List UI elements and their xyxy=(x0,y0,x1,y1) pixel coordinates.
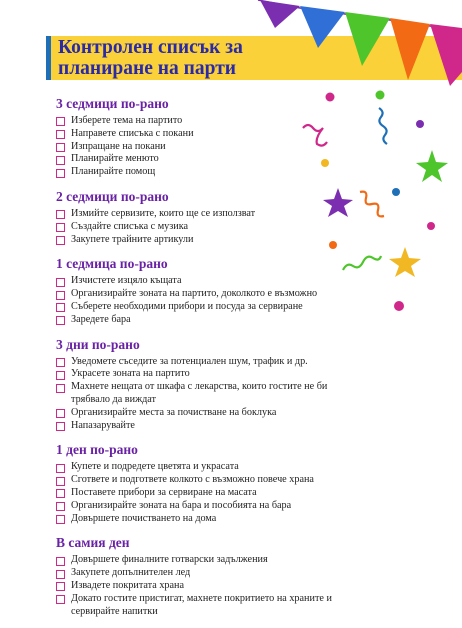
checkbox[interactable] xyxy=(56,303,65,312)
task-item xyxy=(56,208,356,221)
task-item xyxy=(56,461,356,474)
checkbox[interactable] xyxy=(56,143,65,152)
task-item xyxy=(56,141,356,154)
confetti-star xyxy=(416,150,448,182)
section-3-days xyxy=(56,337,356,433)
task-item xyxy=(56,420,356,433)
confetti-star xyxy=(389,247,421,277)
task-label: Организирайте зоната на бара и пособията на бара xyxy=(71,499,292,511)
task-label: Поставете прибори за сервиране на масата xyxy=(71,486,257,498)
checkbox[interactable] xyxy=(56,236,65,245)
task-item xyxy=(56,381,356,407)
task-list xyxy=(56,275,356,326)
confetti-dot xyxy=(392,188,400,196)
checkbox[interactable] xyxy=(56,489,65,498)
confetti-dot xyxy=(394,301,404,311)
checkbox[interactable] xyxy=(56,384,65,393)
bunting-string xyxy=(258,0,462,30)
section-2-weeks xyxy=(56,189,356,246)
task-label: Довършете финалните готварски задължения xyxy=(71,554,268,566)
task-label: Сгответе и подгответе колкото с възможно повече храна xyxy=(71,474,314,486)
title-accent-bar xyxy=(46,36,51,80)
task-list xyxy=(56,208,356,246)
streamer-ribbon xyxy=(379,108,387,144)
confetti-dot xyxy=(376,91,385,100)
confetti-dot xyxy=(416,120,424,128)
task-label: Заредете бара xyxy=(71,313,131,325)
task-label: Напазарувайте xyxy=(71,419,135,431)
task-item xyxy=(56,580,356,593)
checkbox[interactable] xyxy=(56,477,65,486)
task-label: Уведомете съседите за потенциален шум, трафик и др. xyxy=(71,355,308,367)
section-heading: 1 седмица по-рано xyxy=(56,256,168,272)
section-heading: 3 седмици по-рано xyxy=(56,96,169,111)
task-item xyxy=(56,288,356,301)
checklist xyxy=(56,96,356,628)
task-label: Довършете почистването на дома xyxy=(71,512,217,524)
task-label: Махнете нещата от шкафа с лекарства, които гостите не би трябвало да виждат xyxy=(71,381,328,405)
task-label: Изчистете изцяло къщата xyxy=(71,275,182,287)
task-item xyxy=(56,487,356,500)
task-item xyxy=(56,500,356,513)
checkbox[interactable] xyxy=(56,278,65,287)
task-label: Изберете тема на партито xyxy=(71,115,183,126)
checkbox[interactable] xyxy=(56,316,65,325)
section-heading: 1 ден по-рано xyxy=(56,442,138,458)
streamer-ribbon xyxy=(360,192,384,217)
task-item xyxy=(56,513,356,526)
checkbox[interactable] xyxy=(56,358,65,367)
checkbox[interactable] xyxy=(56,371,65,380)
bunting-flag-purple xyxy=(260,0,300,28)
task-item xyxy=(56,593,356,619)
task-item xyxy=(56,221,356,234)
checkbox[interactable] xyxy=(56,291,65,300)
section-same-day xyxy=(56,535,356,618)
task-item xyxy=(56,314,356,327)
task-label: Украсете зоната на партито xyxy=(71,368,190,380)
task-list xyxy=(56,115,356,179)
task-label: Купете и подредете цветята и украсата xyxy=(71,461,239,473)
section-3-weeks xyxy=(56,96,356,179)
task-label: Организирайте места за почистване на боклука xyxy=(71,406,277,418)
task-label: Планирайте менюто xyxy=(71,153,159,165)
task-label: Извадете покритата храна xyxy=(71,579,185,591)
checkbox[interactable] xyxy=(56,557,65,566)
task-label: Закупете трайните артикули xyxy=(71,233,194,245)
task-item xyxy=(56,128,356,141)
checkbox[interactable] xyxy=(56,223,65,232)
task-item xyxy=(56,301,356,314)
task-item xyxy=(56,153,356,166)
page-title: Контролен списък за планиране на парти xyxy=(58,37,243,79)
task-item xyxy=(56,554,356,567)
task-list xyxy=(56,554,356,618)
checkbox[interactable] xyxy=(56,502,65,511)
task-label: Създайте списъка с музика xyxy=(71,220,189,232)
task-label: Докато гостите пристигат, махнете покритието на храните и сервирайте напитки xyxy=(71,592,332,617)
checkbox[interactable] xyxy=(56,169,65,178)
task-item xyxy=(56,356,356,369)
checkbox[interactable] xyxy=(56,515,65,524)
checkbox[interactable] xyxy=(56,409,65,418)
confetti-dot xyxy=(427,222,435,230)
task-item xyxy=(56,275,356,288)
task-item xyxy=(56,166,356,179)
checkbox[interactable] xyxy=(56,570,65,579)
task-item xyxy=(56,567,356,580)
section-1-week xyxy=(56,256,356,326)
checkbox[interactable] xyxy=(56,210,65,219)
task-item xyxy=(56,407,356,420)
task-item xyxy=(56,115,356,128)
task-item xyxy=(56,368,356,381)
checkbox[interactable] xyxy=(56,464,65,473)
checkbox[interactable] xyxy=(56,422,65,431)
checkbox[interactable] xyxy=(56,582,65,591)
checkbox[interactable] xyxy=(56,117,65,126)
task-label: Организирайте зоната на партито, доколкото е възможно xyxy=(71,288,318,300)
section-heading: 3 дни по-рано xyxy=(56,336,140,352)
section-heading: В самия ден xyxy=(56,535,130,551)
task-label: Направете списъка с покани xyxy=(71,127,194,139)
section-1-day xyxy=(56,442,356,525)
task-label: Закупете допълнителен лед xyxy=(71,567,191,579)
task-list xyxy=(56,461,356,525)
section-heading: 2 седмици по-рано xyxy=(56,188,169,204)
checkbox[interactable] xyxy=(56,130,65,139)
checkbox[interactable] xyxy=(56,156,65,165)
task-item xyxy=(56,474,356,487)
task-item xyxy=(56,234,356,247)
task-label: Съберете необходими прибори и посуда за сервиране xyxy=(71,300,303,312)
task-list xyxy=(56,356,356,433)
task-label: Изпращане на покани xyxy=(71,140,166,152)
task-label: Планирайте помощ xyxy=(71,166,156,178)
task-label: Измийте сервизите, които ще се използват xyxy=(71,207,256,219)
